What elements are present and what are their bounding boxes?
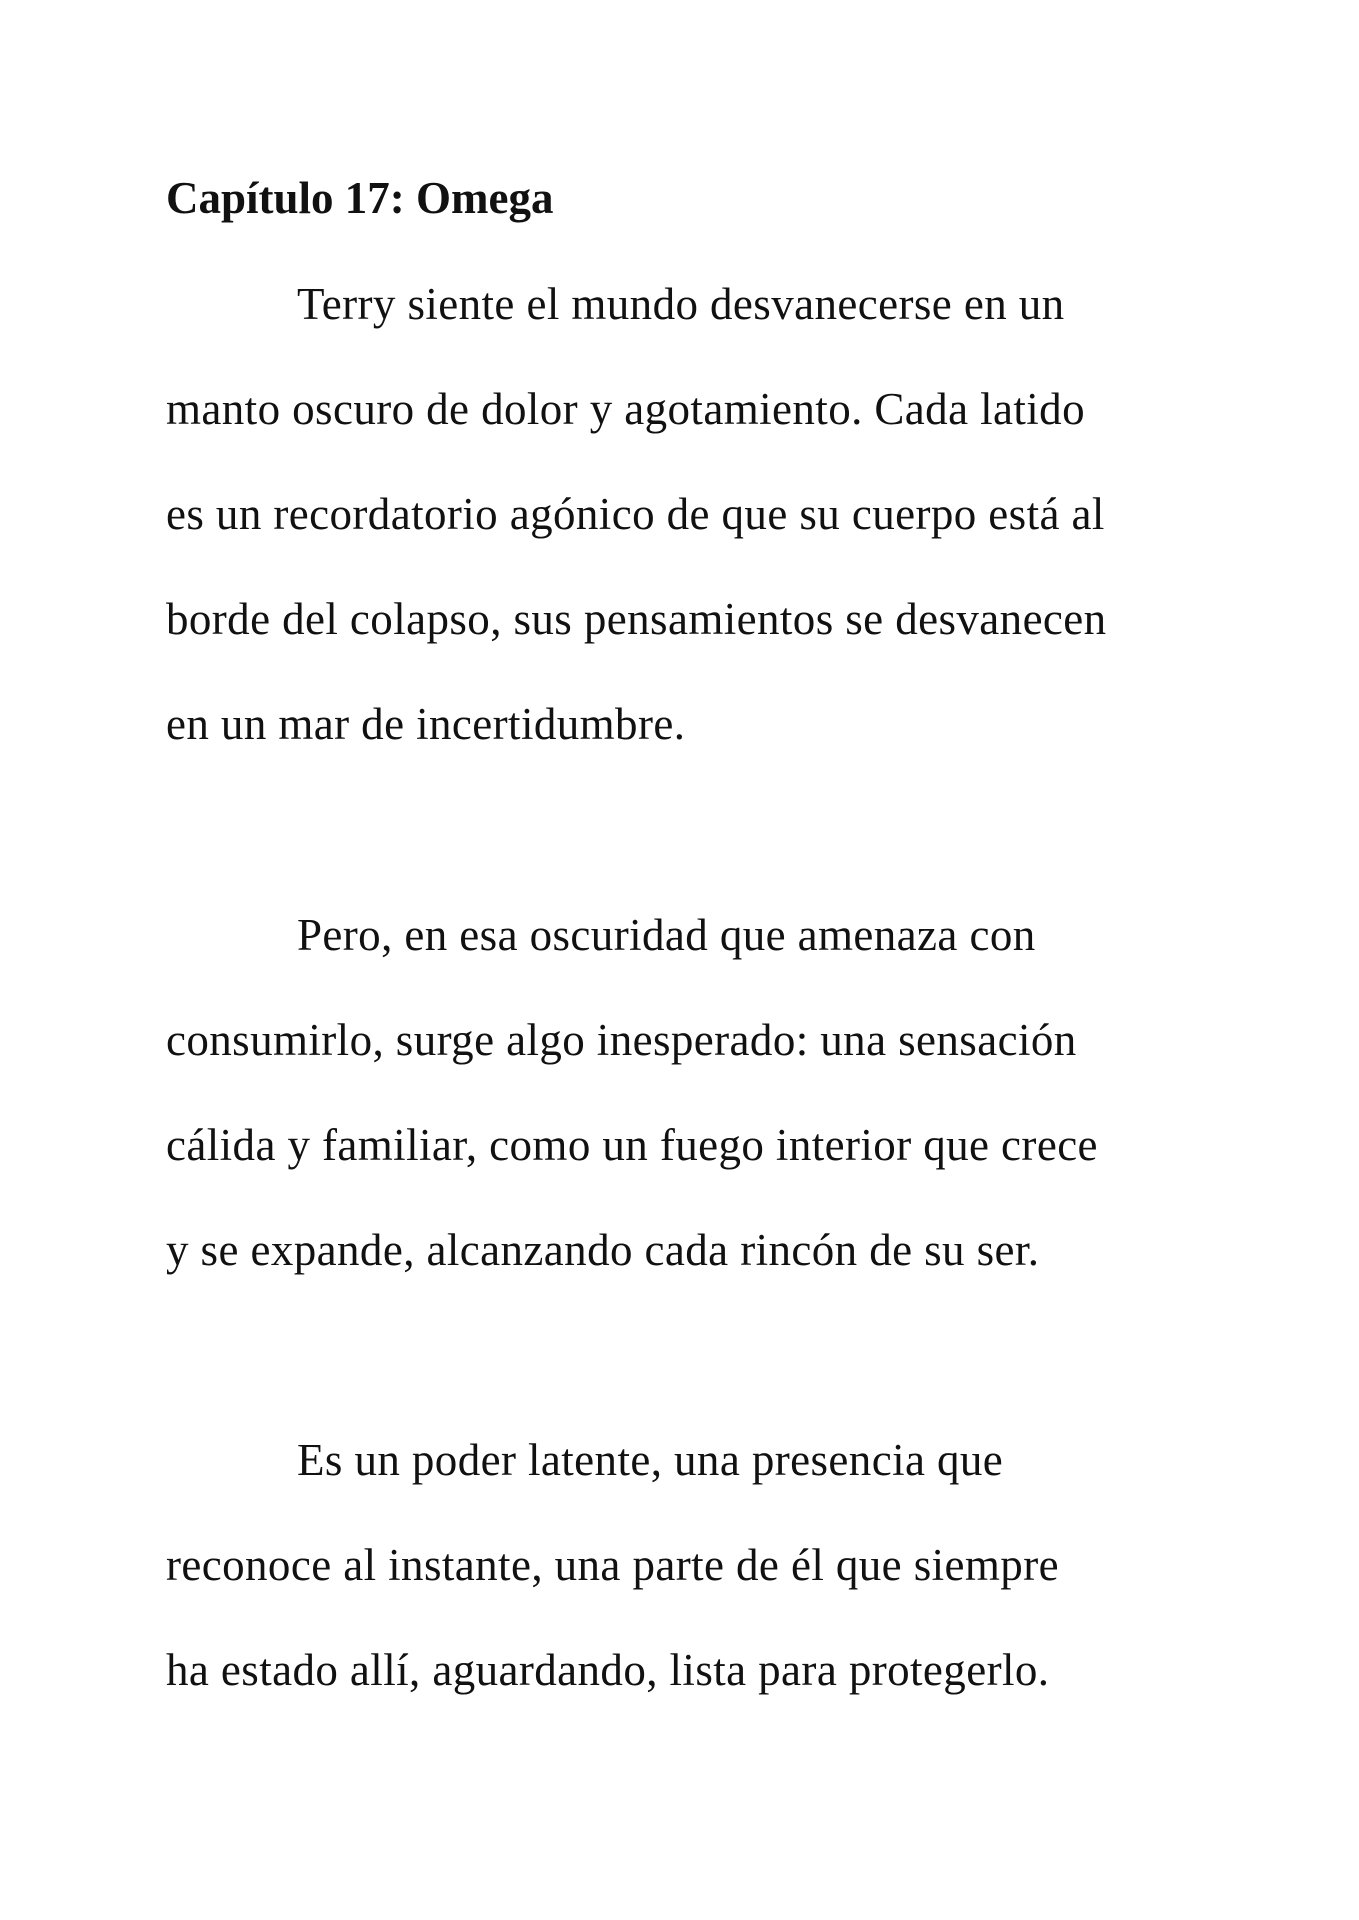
- paragraph-line: Es un poder latente, una presencia que: [297, 1435, 1004, 1485]
- paragraph-line: en un mar de incertidumbre.: [166, 699, 686, 749]
- paragraph-line: manto oscuro de dolor y agotamiento. Cada latido: [166, 384, 1085, 434]
- paragraph-line: es un recordatorio agónico de que su cuerpo está al: [166, 489, 1105, 539]
- paragraph-line: Terry siente el mundo desvanecerse en un: [297, 279, 1065, 329]
- paragraph-line: Pero, en esa oscuridad que amenaza con: [297, 910, 1036, 960]
- paragraph-line: consumirlo, surge algo inesperado: una sensación: [166, 1015, 1077, 1065]
- paragraph-line: y se expande, alcanzando cada rincón de su ser.: [166, 1225, 1040, 1275]
- paragraph-line: ha estado allí, aguardando, lista para protegerlo.: [166, 1645, 1050, 1695]
- chapter-title: Capítulo 17: Omega: [166, 173, 554, 223]
- paragraph-line: cálida y familiar, como un fuego interior que crece: [166, 1120, 1098, 1170]
- paragraph-line: borde del colapso, sus pensamientos se desvanecen: [166, 594, 1107, 644]
- paragraph-line: reconoce al instante, una parte de él que siempre: [166, 1540, 1059, 1590]
